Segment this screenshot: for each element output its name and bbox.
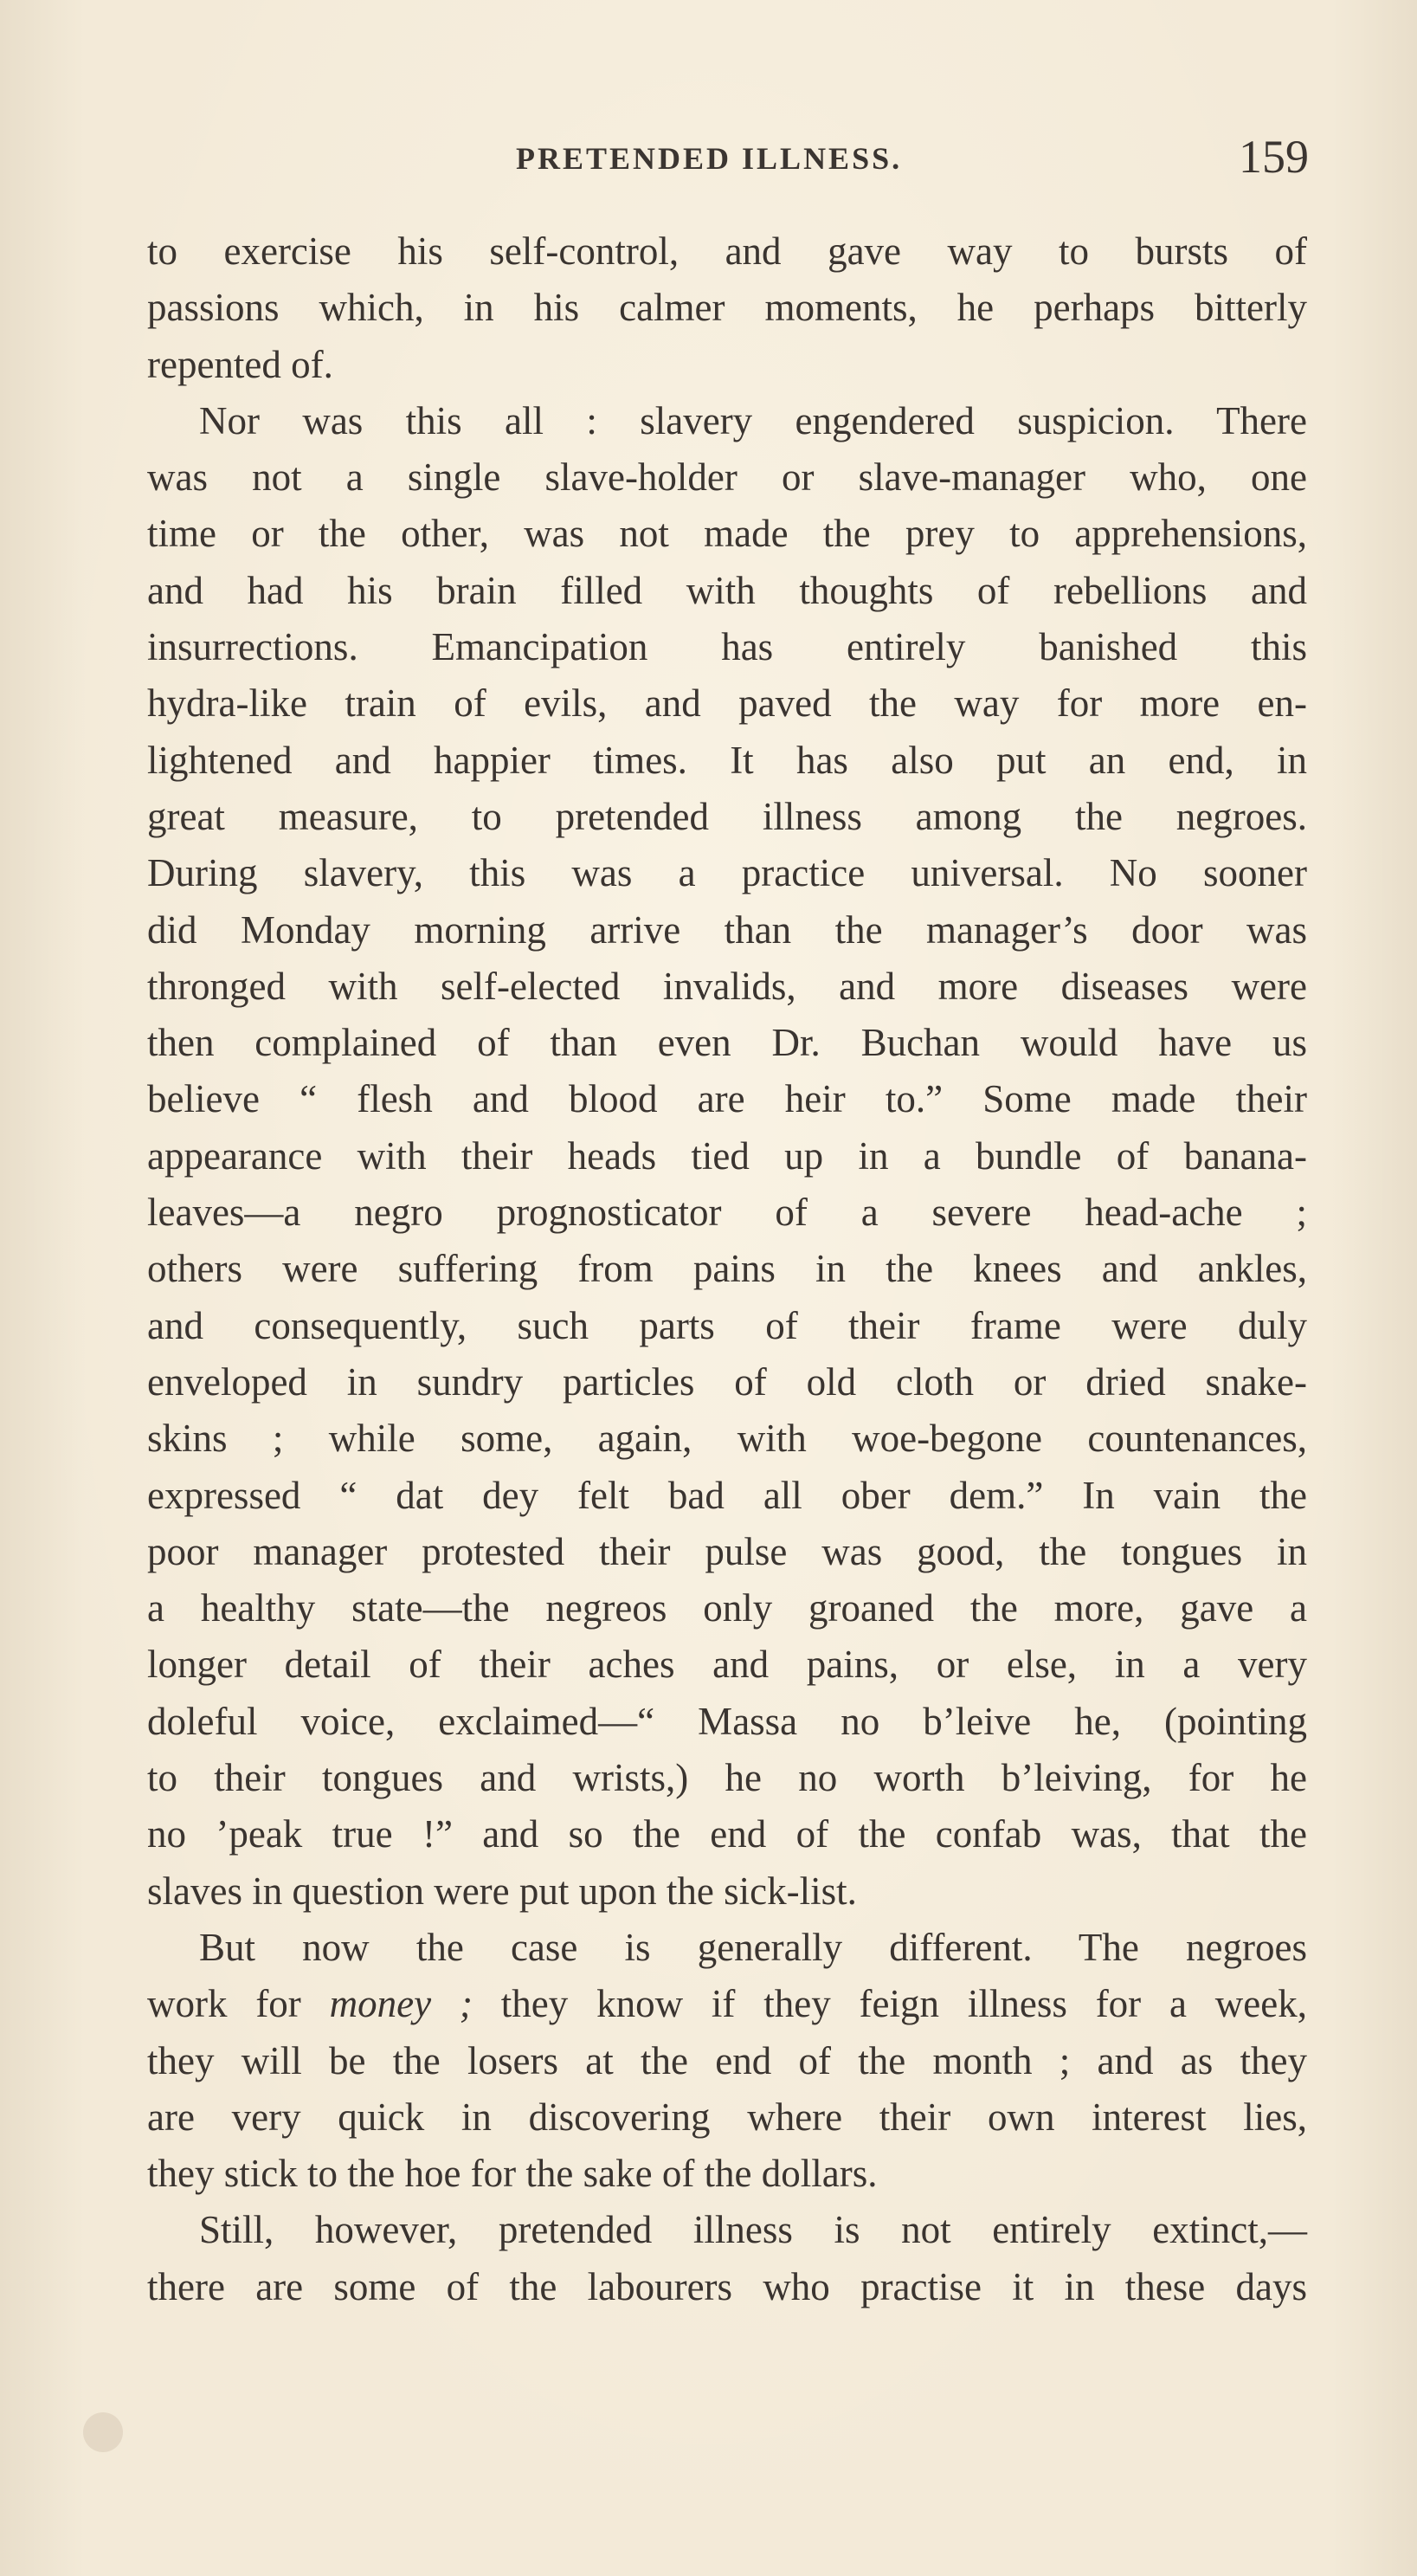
body-text xyxy=(147,223,1307,2315)
text-line: But now the case is generally different. The negroes xyxy=(199,1925,1307,1969)
text-line: enveloped in sundry particles of old cloth or dried snake- xyxy=(147,1359,1307,1404)
text-line: and had his brain filled with thoughts of rebellions and xyxy=(147,568,1307,612)
text-line: they stick to the hoe for the sake of the dollars. xyxy=(147,2152,878,2196)
page-number: 159 xyxy=(1239,131,1309,183)
text-line: great measure, to pretended illness among the negroes. xyxy=(147,794,1307,838)
text-line: skins ; while some, again, with woe-begone countenances, xyxy=(147,1417,1307,1461)
text-line: repented of. xyxy=(147,342,333,386)
text-line: a healthy state—the negreos only groaned the more, gave a xyxy=(147,1586,1307,1630)
text-line: lightened and happier times. It has also put an end, in xyxy=(147,738,1307,782)
text-line: there are some of the labourers who practise it in these days xyxy=(147,2264,1307,2308)
text-line: and consequently, such parts of their frame were duly xyxy=(147,1303,1307,1347)
text-line: hydra-like train of evils, and paved the way for more en- xyxy=(147,681,1307,726)
text-line: no ’peak true !” and so the end of the confab was, that the xyxy=(147,1812,1307,1856)
text-line: believe “ flesh and blood are heir to.” Some made their xyxy=(147,1077,1307,1121)
running-title: PRETENDED ILLNESS. xyxy=(516,141,903,176)
text-line: thronged with self-elected invalids, and more diseases were xyxy=(147,964,1307,1008)
text-line: appearance with their heads tied up in a bundle of banana- xyxy=(147,1133,1307,1178)
text-line: slaves in question were put upon the sick-list. xyxy=(147,1869,857,1913)
text-line-with-italic xyxy=(147,1976,1307,2032)
text-line: to their tongues and wrists,) he no worth b’leiving, for he xyxy=(147,1756,1307,1800)
text-line: leaves—a negro prognosticator of a severe head-ache ; xyxy=(147,1191,1307,1235)
text-fragment: work for xyxy=(147,1982,301,2026)
text-line: insurrections. Emancipation has entirely banished this xyxy=(147,625,1307,669)
text-line: longer detail of their aches and pains, or else, in a very xyxy=(147,1643,1307,1687)
text-fragment: they know if they feign illness for a week, xyxy=(500,1982,1308,2026)
text-line: others were suffering from pains in the knees and ankles, xyxy=(147,1247,1307,1291)
text-line: poor manager protested their pulse was good, the tongues in xyxy=(147,1529,1307,1573)
text-line: was not a single slave-holder or slave-manager who, one xyxy=(147,455,1307,500)
text-line: to exercise his self-control, and gave way to bursts of xyxy=(147,229,1307,273)
text-line: they will be the losers at the end of the month ; and as they xyxy=(147,2038,1307,2082)
running-head xyxy=(144,131,1309,187)
text-line: Nor was this all : slavery engendered suspicion. There xyxy=(199,398,1307,442)
text-line: During slavery, this was a practice universal. No sooner xyxy=(147,851,1307,895)
text-line: Still, however, pretended illness is not entirely extinct,— xyxy=(199,2208,1307,2252)
paper-stain xyxy=(83,2412,123,2452)
text-line: then complained of than even Dr. Buchan would have us xyxy=(147,1021,1307,1065)
text-line: are very quick in discovering where their own interest lies, xyxy=(147,2095,1307,2139)
italic-word-money: money ; xyxy=(329,1982,473,2026)
text-line: doleful voice, exclaimed—“ Massa no b’leive he, (pointing xyxy=(147,1699,1307,1743)
text-line: did Monday morning arrive than the manager’s door was xyxy=(147,907,1307,952)
text-line: time or the other, was not made the prey to apprehensions, xyxy=(147,512,1307,556)
text-line: passions which, in his calmer moments, he perhaps bitterly xyxy=(147,286,1307,330)
text-line: expressed “ dat dey felt bad all ober dem.” In vain the xyxy=(147,1473,1307,1517)
